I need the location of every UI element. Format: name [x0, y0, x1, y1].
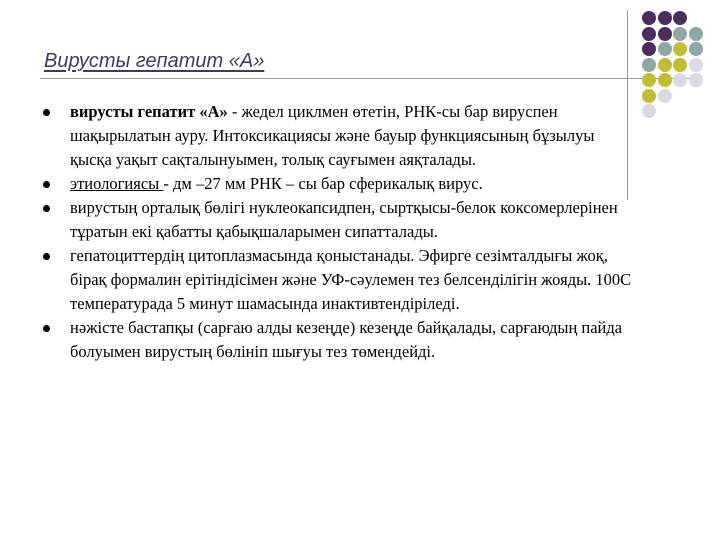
- decor-dot: [642, 89, 656, 103]
- decor-dot: [673, 11, 687, 25]
- decor-dot: [673, 58, 687, 72]
- decorative-dot-grid: [642, 11, 718, 121]
- decor-dot: [673, 73, 687, 87]
- decor-dot: [689, 73, 703, 87]
- decor-dot: [642, 27, 656, 41]
- decor-dot: [689, 27, 703, 41]
- decor-dot: [673, 42, 687, 56]
- decor-dot: [689, 42, 703, 56]
- decor-dot: [642, 58, 656, 72]
- decor-dot: [658, 11, 672, 25]
- decor-dot: [658, 89, 672, 103]
- decor-dot: [642, 104, 656, 118]
- bullet-item: [40, 316, 640, 364]
- bullet-item: [40, 196, 640, 244]
- bullet-text: нәжісте бастапқы (сарғаю алды кезеңде) кезеңде байқалады, сарғаюдың пайда болуымен вирустың бөлініп шығуы тез төмендейді.: [70, 318, 623, 361]
- decor-dot: [642, 73, 656, 87]
- decor-dot: [658, 58, 672, 72]
- decor-dot: [658, 42, 672, 56]
- bullet-text: вирустың орталық бөлігі нуклеокапсидпен, сыртқысы-белок коксомерлерінен тұратын екі қабатты қабықшаларымен сипатталады.: [70, 198, 618, 241]
- bullet-item: [40, 172, 640, 196]
- bullet-term: этиологиясы: [70, 174, 164, 193]
- bullet-text: - жедел циклмен өтетін, РНК-сы бар вируспен шақырылатын ауру. Интоксикациясы және бауыр функциясының бұзылуы қысқа уақыт сақталынуымен, толық сауғымен аяқталады.: [70, 102, 595, 169]
- decor-dot: [642, 11, 656, 25]
- bullet-icon: [43, 109, 50, 116]
- horizontal-rule: [40, 78, 690, 79]
- bullet-icon: [43, 181, 50, 188]
- decor-dot: [689, 58, 703, 72]
- bullet-icon: [43, 325, 50, 332]
- bullet-icon: [43, 205, 50, 212]
- bullet-item: [40, 100, 640, 172]
- bullet-list: [40, 100, 640, 364]
- decor-dot: [658, 27, 672, 41]
- bullet-item: [40, 244, 640, 316]
- bullet-term: вирусты гепатит «А»: [70, 102, 228, 121]
- bullet-text: гепатоциттердің цитоплазмасында қоныстанады. Эфирге сезімталдығы жоқ, бірақ формалин ерітіндісімен және УФ-сәулемен тез белсенділігін жояды. 100С температурада 5 минут шамасында инактивтендіріледі.: [70, 246, 632, 313]
- bullet-text: - дм –27 мм РНК – сы бар сферикалық вирус.: [163, 174, 483, 193]
- slide-title: Вирусты гепатит «А»: [44, 50, 265, 72]
- decor-dot: [673, 27, 687, 41]
- bullet-icon: [43, 253, 50, 260]
- decor-dot: [642, 42, 656, 56]
- decor-dot: [658, 73, 672, 87]
